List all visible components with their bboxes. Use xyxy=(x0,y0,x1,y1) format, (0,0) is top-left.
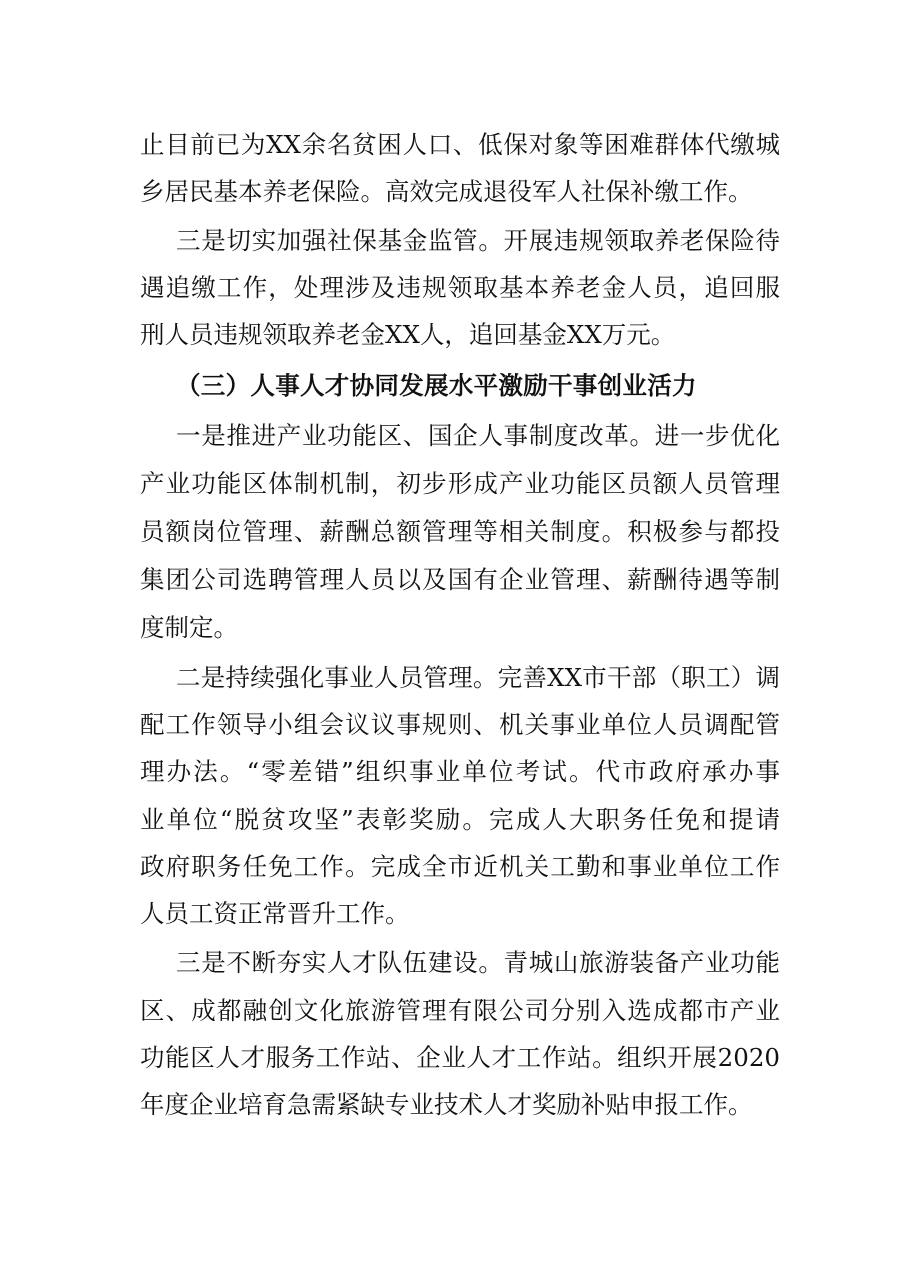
paragraph-line: 乡居民基本养老保险。高效完成退役军人社保补缴工作。 xyxy=(140,177,753,206)
paragraph-line: 二是持续强化事业人员管理。完善XX市干部（职工）调 xyxy=(176,663,780,692)
paragraph-line: 产业功能区体制机制，初步形成产业功能区员额人员管理 xyxy=(140,469,780,498)
paragraph-line: 年度企业培育急需紧缺专业技术人才奖励补贴申报工作。 xyxy=(140,1090,753,1119)
paragraph-line: 集团公司选聘管理人员以及国有企业管理、薪酬待遇等制 xyxy=(140,565,780,594)
paragraph-line: 区、成都融创文化旅游管理有限公司分别入选成都市产业 xyxy=(140,996,780,1025)
paragraph-line: 三是切实加强社保基金监管。开展违规领取养老保险待 xyxy=(176,226,780,255)
paragraph-line: 一是推进产业功能区、国企人事制度改革。进一步优化 xyxy=(176,421,780,450)
paragraph-line: 止目前已为XX余名贫困人口、低保对象等困难群体代缴城 xyxy=(140,130,780,159)
paragraph-line: 配工作领导小组会议议事规则、机关事业单位人员调配管 xyxy=(140,710,780,739)
paragraph-line: 三是不断夯实人才队伍建设。青城山旅游装备产业功能 xyxy=(176,948,780,977)
paragraph-line: 度制定。 xyxy=(140,613,238,642)
paragraph-line: 员额岗位管理、薪酬总额管理等相关制度。积极参与都投 xyxy=(140,517,780,546)
section-heading: （三）人事人才协同发展水平激励干事创业活力 xyxy=(176,371,697,400)
paragraph-line: 政府职务任免工作。完成全市近机关工勤和事业单位工作 xyxy=(140,852,780,881)
paragraph-line: 业单位“脱贫攻坚”表彰奖励。完成人大职务任免和提请 xyxy=(140,805,780,834)
paragraph-line: 理办法。“零差错”组织事业单位考试。代市政府承办事 xyxy=(140,757,780,786)
paragraph-line: 功能区人才服务工作站、企业人才工作站。组织开展2020 xyxy=(140,1043,780,1072)
paragraph-line: 遇追缴工作，处理涉及违规领取基本养老金人员，追回服 xyxy=(140,273,780,302)
paragraph-line: 人员工资正常晋升工作。 xyxy=(140,899,410,928)
paragraph-line: 刑人员违规领取养老金XX人，追回基金XX万元。 xyxy=(140,320,676,349)
